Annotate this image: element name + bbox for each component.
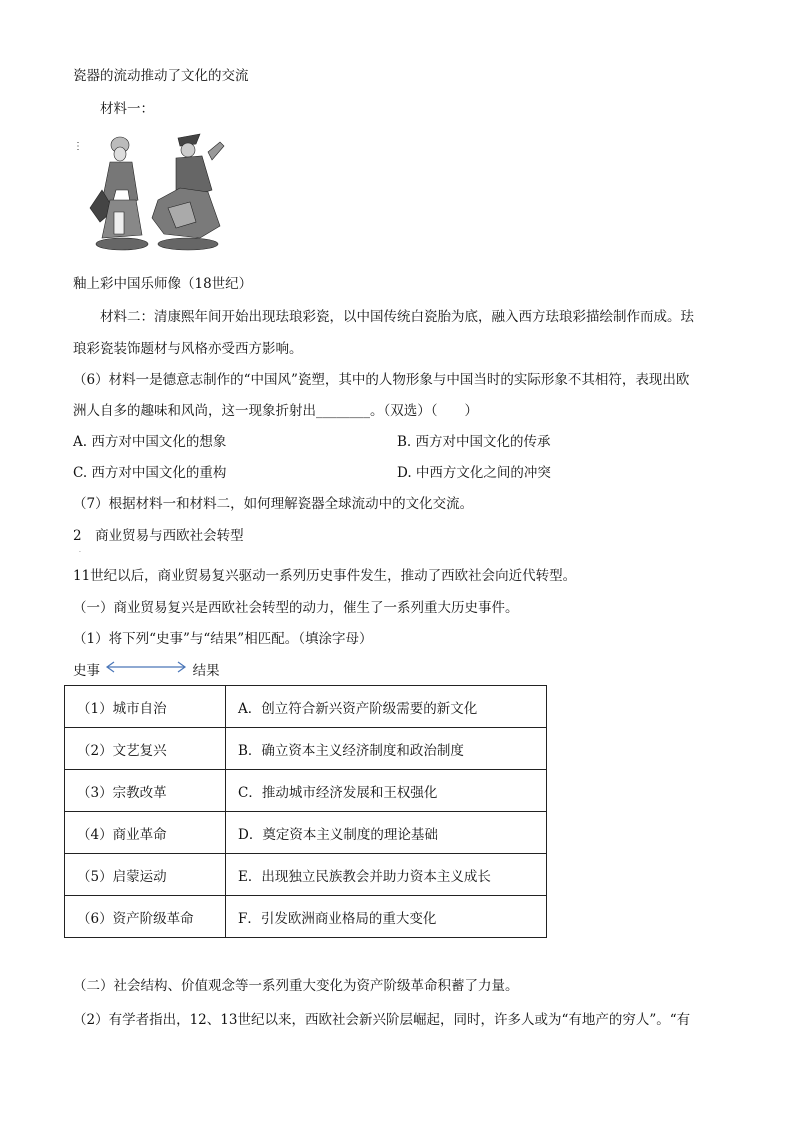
material2-line2: 琅彩瓷装饰题材与风格亦受西方影响。 — [73, 341, 303, 357]
match-arrow-row — [73, 660, 220, 682]
event-cell: （6）资产阶级革命 — [65, 896, 226, 938]
q6-line1: （6）材料一是德意志制作的“中国风”瓷塑，其中的人物形象与中国当时的实际形象不其相符，表现出欧 — [73, 372, 690, 388]
material2-line1: 材料二：清康熙年间开始出现珐琅彩瓷，以中国传统白瓷胎为底，融入西方珐琅彩描绘制作而成。珐 — [100, 309, 694, 325]
result-cell: A．创立符合新兴资产阶级需要的新文化 — [226, 686, 547, 728]
table-row — [65, 854, 547, 896]
q6-option-d[interactable]: D. 中西方文化之间的冲突 — [397, 465, 551, 481]
q6-option-c[interactable]: C. 西方对中国文化的重构 — [73, 465, 227, 481]
table-row — [65, 812, 547, 854]
result-cell: F．引发欧洲商业格局的重大变化 — [226, 896, 547, 938]
section2-heading: 2 商业贸易与西欧社会转型 — [73, 528, 244, 544]
table-row — [65, 896, 547, 938]
part1-heading: （一）商业贸易复兴是西欧社会转型的动力，催生了一系列重大历史事件。 — [73, 600, 519, 616]
q6-option-a[interactable]: A. 西方对中国文化的想象 — [73, 434, 227, 450]
table-row — [65, 770, 547, 812]
event-cell: （3）宗教改革 — [65, 770, 226, 812]
figure-caption: 釉上彩中国乐师像（18世纪） — [73, 276, 253, 292]
intro: 11世纪以后，商业贸易复兴驱动一系列历史事件发生，推动了西欧社会向近代转型。 — [73, 568, 577, 584]
section-heading: 瓷器的流动推动了文化的交流 — [73, 68, 249, 84]
result-cell: B．确立资本主义经济制度和政治制度 — [226, 728, 547, 770]
event-cell: （2）文艺复兴 — [65, 728, 226, 770]
event-cell: （4）商业革命 — [65, 812, 226, 854]
q6-line2: 洲人自多的趣味和风尚，这一现象折射出________。（双选）（ ） — [73, 403, 478, 419]
event-cell: （1）城市自治 — [65, 686, 226, 728]
table-row — [65, 728, 547, 770]
q2-line1: （2）有学者指出，12、13世纪以来，西欧社会新兴阶层崛起，同时，许多人或为“有地产的穷人”。“有 — [73, 1012, 691, 1028]
part2-heading: （二）社会结构、价值观念等一系列重大变化为资产阶级革命积蓄了力量。 — [73, 978, 519, 994]
material1-label: 材料一： — [100, 101, 154, 117]
q1: （1）将下列“史事”与“结果”相匹配。（填涂字母） — [73, 631, 373, 647]
arrow-right-label: 结果 — [192, 662, 220, 679]
arrow-left-label: 史事 — [73, 662, 100, 679]
q7: （7）根据材料一和材料二，如何理解瓷器全球流动中的文化交流。 — [73, 496, 474, 512]
result-cell: D．奠定资本主义制度的理论基础 — [226, 812, 547, 854]
q6-option-b[interactable]: B. 西方对中国文化的传承 — [397, 434, 551, 450]
result-cell: C．推动城市经济发展和王权强化 — [226, 770, 547, 812]
small-mark: . — [79, 547, 81, 554]
result-cell: E．出现独立民族教会并助力资本主义成长 — [226, 854, 547, 896]
table-row — [65, 686, 547, 728]
bullet-dot: ⋮ — [73, 141, 83, 152]
porcelain-figures-image — [80, 130, 240, 260]
double-arrow-icon — [104, 660, 188, 674]
match-table — [64, 685, 547, 938]
event-cell: （5）启蒙运动 — [65, 854, 226, 896]
